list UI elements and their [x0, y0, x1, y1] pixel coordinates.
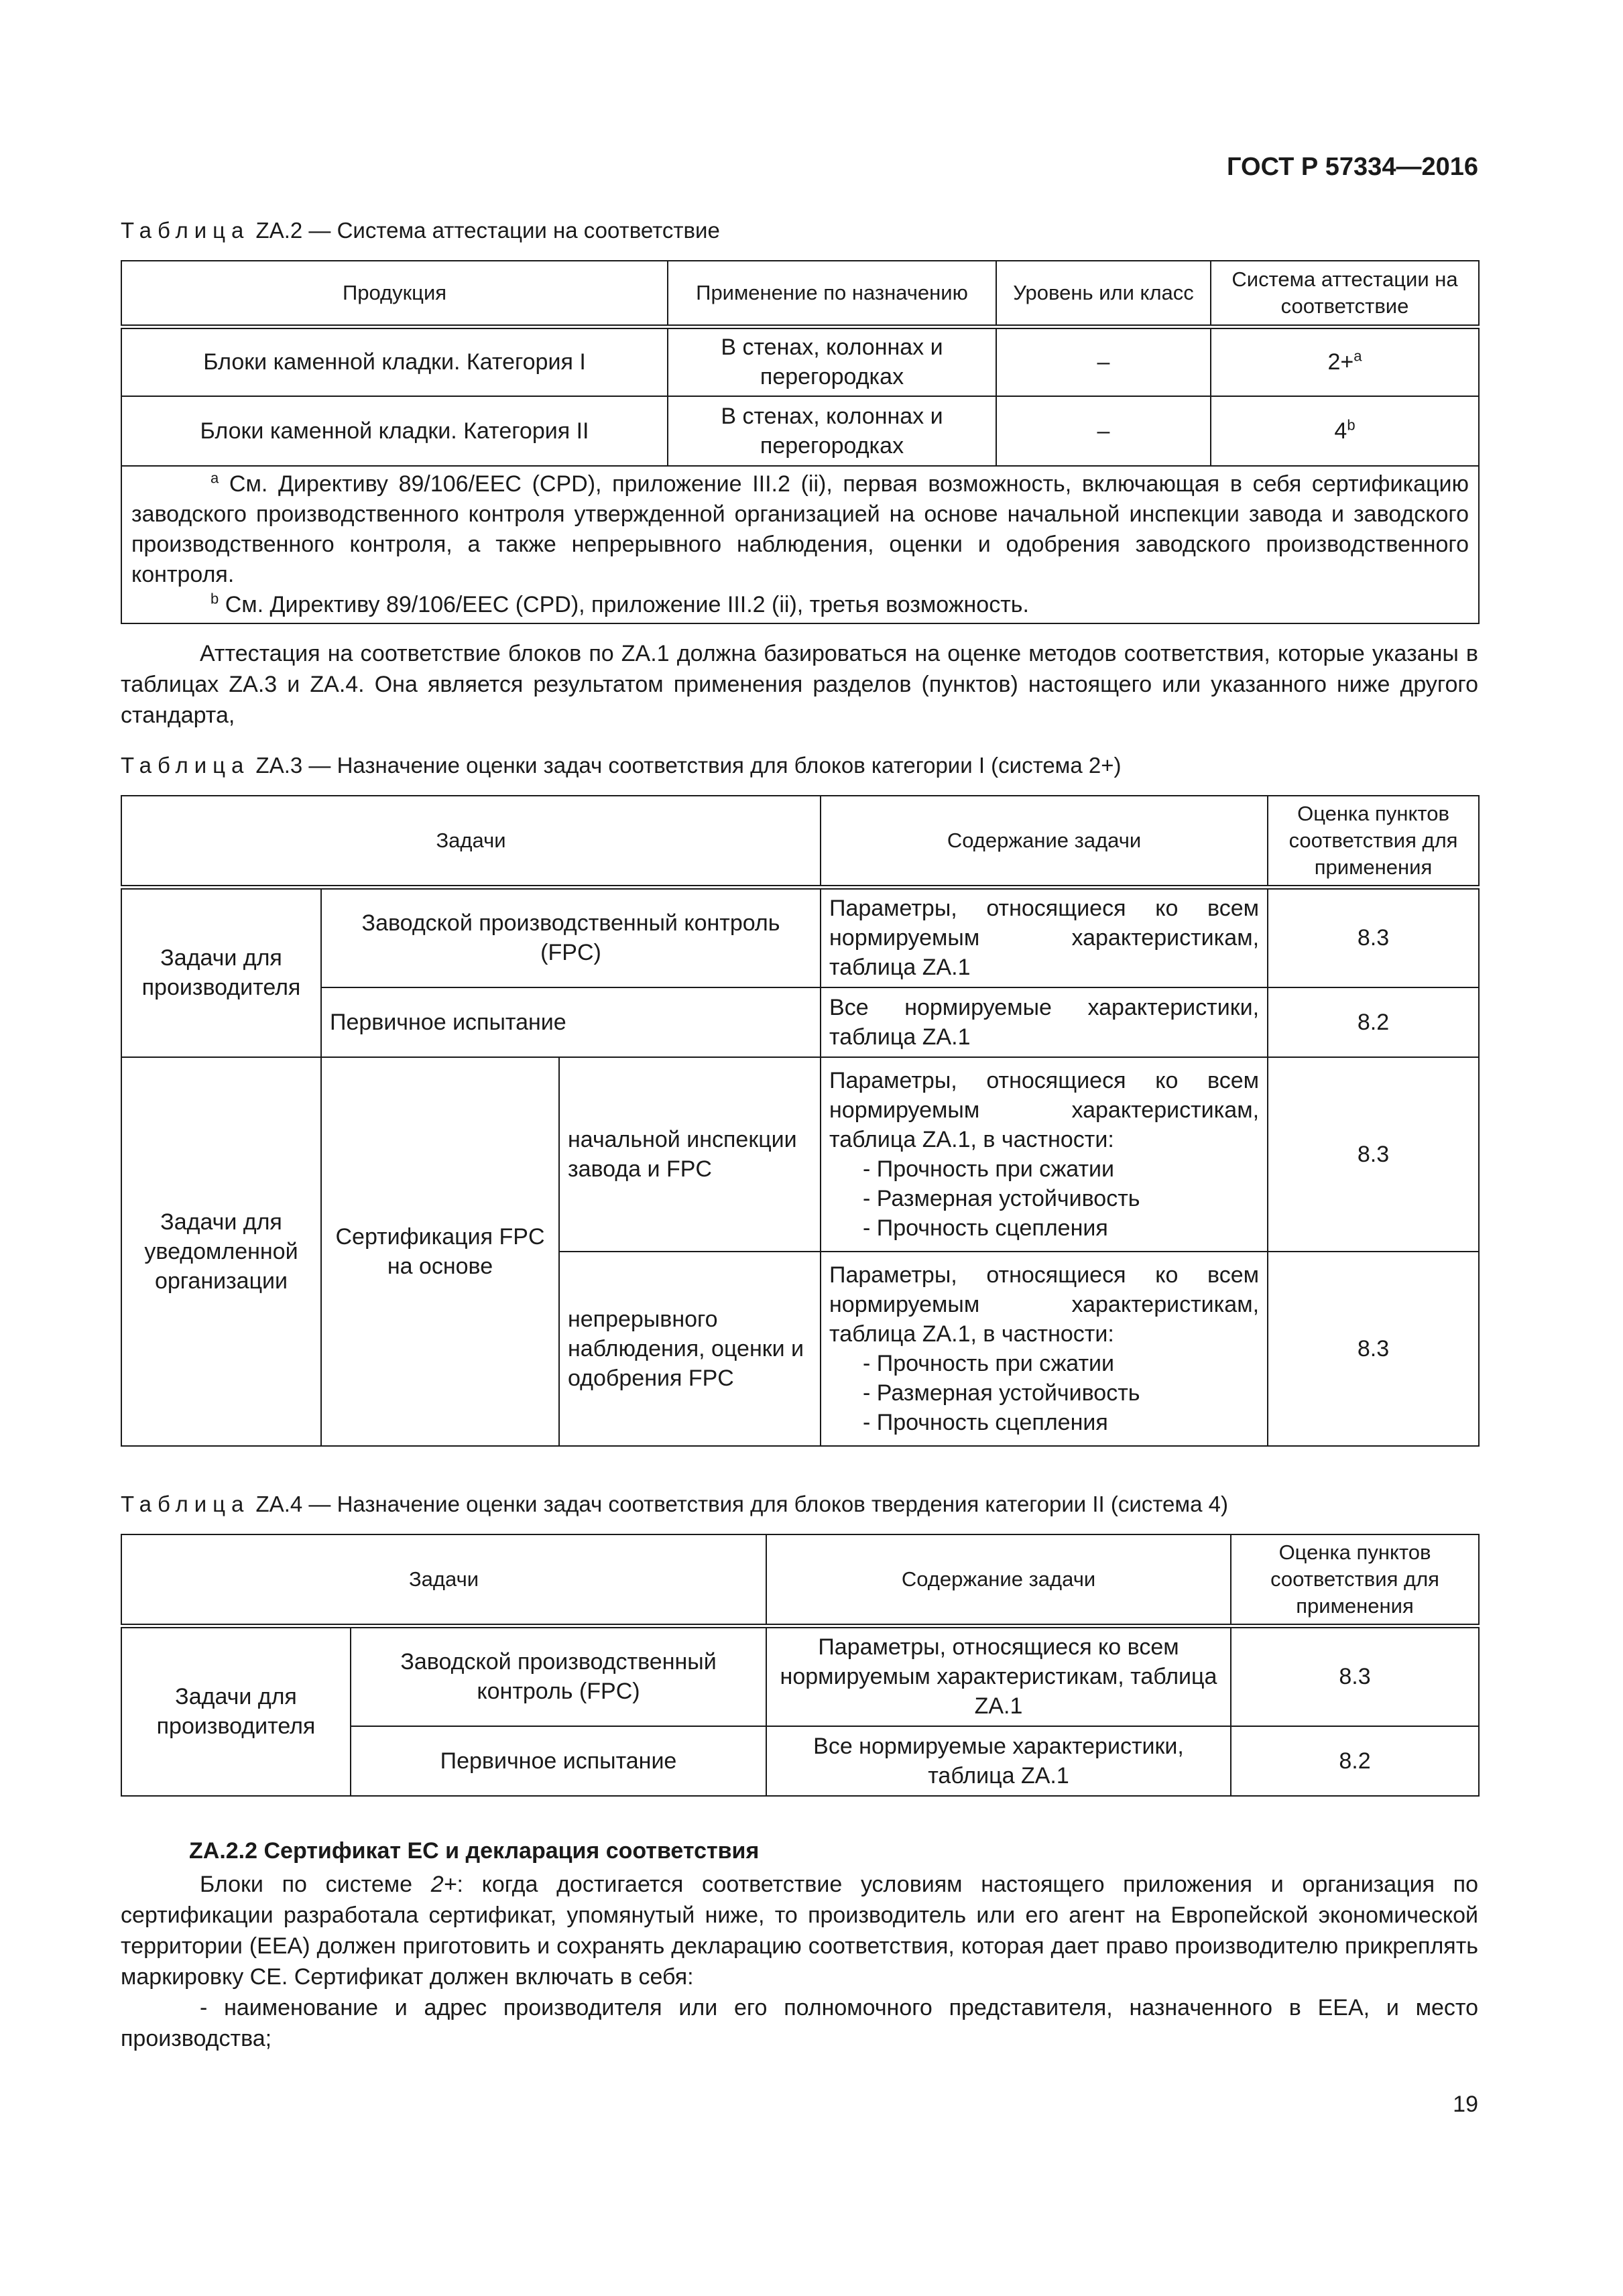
- content-cell: Все нормируемые характеристики, таблица ZA.1: [766, 1726, 1231, 1796]
- task-cell: Заводской производственный контроль (FPC): [321, 887, 821, 987]
- use-cell: В стенах, колоннах и перегородках: [668, 396, 996, 466]
- table-za3-block: [121, 751, 1478, 1447]
- content-text: Параметры, относящиеся ко всем нормируемым характеристикам, таблица ZA.1, в частности:: [829, 1262, 1260, 1347]
- level-cell: –: [996, 326, 1211, 396]
- product-cell: Блоки каменной кладки. Категория I: [121, 326, 668, 396]
- list-item: - Размерная устойчивость: [863, 1380, 1140, 1406]
- table-za2-caption: Таблица ZA.2 — Система аттестации на соответствие: [121, 218, 720, 243]
- clause-cell: 8.2: [1268, 987, 1479, 1057]
- task-cell: Первичное испытание: [321, 987, 821, 1057]
- section-list-item: - наименование и адрес производителя или его полномочного представителя, назначенного в EEA, и место производства;: [121, 1995, 1478, 2051]
- table-row: [121, 1626, 1479, 1726]
- task-group-cell: Задачи для уведомленной организации: [121, 1057, 321, 1446]
- content-cell: Все нормируемые характеристики, таблица ZA.1: [821, 987, 1268, 1057]
- list-item: - Прочность при сжатии: [863, 1351, 1115, 1376]
- header-cell: Оценка пунктов соответствия для применения: [1268, 796, 1479, 887]
- task-group-cell: Задачи для производителя: [121, 1626, 351, 1796]
- task-cell: Сертификация FPC на основе: [321, 1057, 559, 1446]
- clause-cell: 8.3: [1268, 887, 1479, 987]
- footnote-a: $^a$ См. Директиву 89/106/EEC (CPD), приложение III.2 (ii), первая возможность, включающая в себя сертификацию заводского производственного контроля утвержденной организацией на основе начальной инспекции завода и заводского производственного контроля, а также непрерывного наблюдения, оценки и одобрения заводского производственного контроля.: [131, 469, 1469, 587]
- document-page: [121, 0, 1478, 2296]
- table-header-row: [121, 261, 1479, 326]
- use-cell: В стенах, колоннах и перегородках: [668, 326, 996, 396]
- list-item: - Прочность сцепления: [863, 1410, 1108, 1435]
- clause-cell: 8.3: [1268, 1057, 1479, 1252]
- section-paragraph: Блоки по системе 2+: когда достигается соответствие условиям настоящего приложения и организация по сертификации разработала сертификат, упомянутый ниже, то производитель или его агент на Европейской экономической территории (EEA) должен приготовить и сохранять декларацию соответствия, которая дает право производителю прикреплять маркировку CE. Сертификат должен включать в себя:: [121, 1872, 1478, 1990]
- page-number: 19: [1453, 2092, 1478, 2117]
- standard-header: ГОСТ Р 57334—2016: [1227, 153, 1478, 181]
- content-cell: [821, 1057, 1268, 1252]
- section-za22: [121, 1835, 1478, 2054]
- table-za4: [121, 1534, 1480, 1797]
- clause-cell: 8.3: [1231, 1626, 1479, 1726]
- table-header-row: [121, 796, 1479, 887]
- table-za3: [121, 795, 1480, 1447]
- table-za3-caption: Таблица ZA.3 — Назначение оценки задач соответствия для блоков категории I (система 2+): [121, 753, 1122, 778]
- footnote-row: [121, 466, 1479, 623]
- header-cell: Задачи: [121, 796, 821, 887]
- header-cell: Задачи: [121, 1534, 766, 1626]
- table-za4-caption: Таблица ZA.4 — Назначение оценки задач соответствия для блоков твердения категории II (система 4): [121, 1492, 1228, 1516]
- level-cell: –: [996, 396, 1211, 466]
- clause-cell: 8.3: [1268, 1252, 1479, 1446]
- task-cell: Первичное испытание: [351, 1726, 766, 1796]
- content-text: Параметры, относящиеся ко всем нормируемым характеристикам, таблица ZA.1, в частности:: [829, 1068, 1260, 1152]
- table-row: [121, 1057, 1479, 1252]
- header-cell: Содержание задачи: [766, 1534, 1231, 1626]
- subtask-cell: начальной инспекции завода и FPC: [559, 1057, 821, 1252]
- table-row: [121, 326, 1479, 396]
- paragraph-attestation: Аттестация на соответствие блоков по ZA.1 должна базироваться на оценке методов соответствия, которые указаны в таблицах ZA.3 и ZA.4. Она является результатом применения разделов (пунктов) настоящего или указанного ниже другого стандарта,: [121, 641, 1478, 728]
- task-cell: Заводской производственный контроль (FPC): [351, 1626, 766, 1726]
- task-group-cell: Задачи для производителя: [121, 887, 321, 1057]
- table-header-row: [121, 1534, 1479, 1626]
- table-za4-block: [121, 1490, 1478, 1797]
- header-cell: Продукция: [121, 261, 668, 326]
- system-cell: 4$^b$: [1211, 396, 1479, 466]
- section-title: ZA.2.2 Сертификат ЕС и декларация соответствия: [189, 1838, 760, 1864]
- content-cell: Параметры, относящиеся ко всем нормируемым характеристикам, таблица ZA.1: [821, 887, 1268, 987]
- product-cell: Блоки каменной кладки. Категория II: [121, 396, 668, 466]
- header-cell: Содержание задачи: [821, 796, 1268, 887]
- table-za2: [121, 260, 1480, 624]
- content-cell: [821, 1252, 1268, 1446]
- footnote-cell: [121, 466, 1479, 623]
- table-za2-block: [121, 216, 1478, 624]
- header-cell: Применение по назначению: [668, 261, 996, 326]
- clause-cell: 8.2: [1231, 1726, 1479, 1796]
- footnote-b: $^b$ См. Директиву 89/106/EEC (CPD), приложение III.2 (ii), третья возможность.: [211, 590, 1029, 617]
- list-item: - Прочность при сжатии: [863, 1156, 1115, 1182]
- table-row: [121, 396, 1479, 466]
- list-item: - Прочность сцепления: [863, 1215, 1108, 1241]
- list-item: - Размерная устойчивость: [863, 1186, 1140, 1211]
- content-cell: Параметры, относящиеся ко всем нормируемым характеристикам, таблица ZA.1: [766, 1626, 1231, 1726]
- system-cell: 2+$^a$: [1211, 326, 1479, 396]
- table-row: [121, 987, 1479, 1057]
- subtask-cell: непрерывного наблюдения, оценки и одобрения FPC: [559, 1252, 821, 1446]
- table-row: [121, 887, 1479, 987]
- header-cell: Уровень или класс: [996, 261, 1211, 326]
- header-cell: Оценка пунктов соответствия для применения: [1231, 1534, 1479, 1626]
- header-cell: Система аттестации на соответствие: [1211, 261, 1479, 326]
